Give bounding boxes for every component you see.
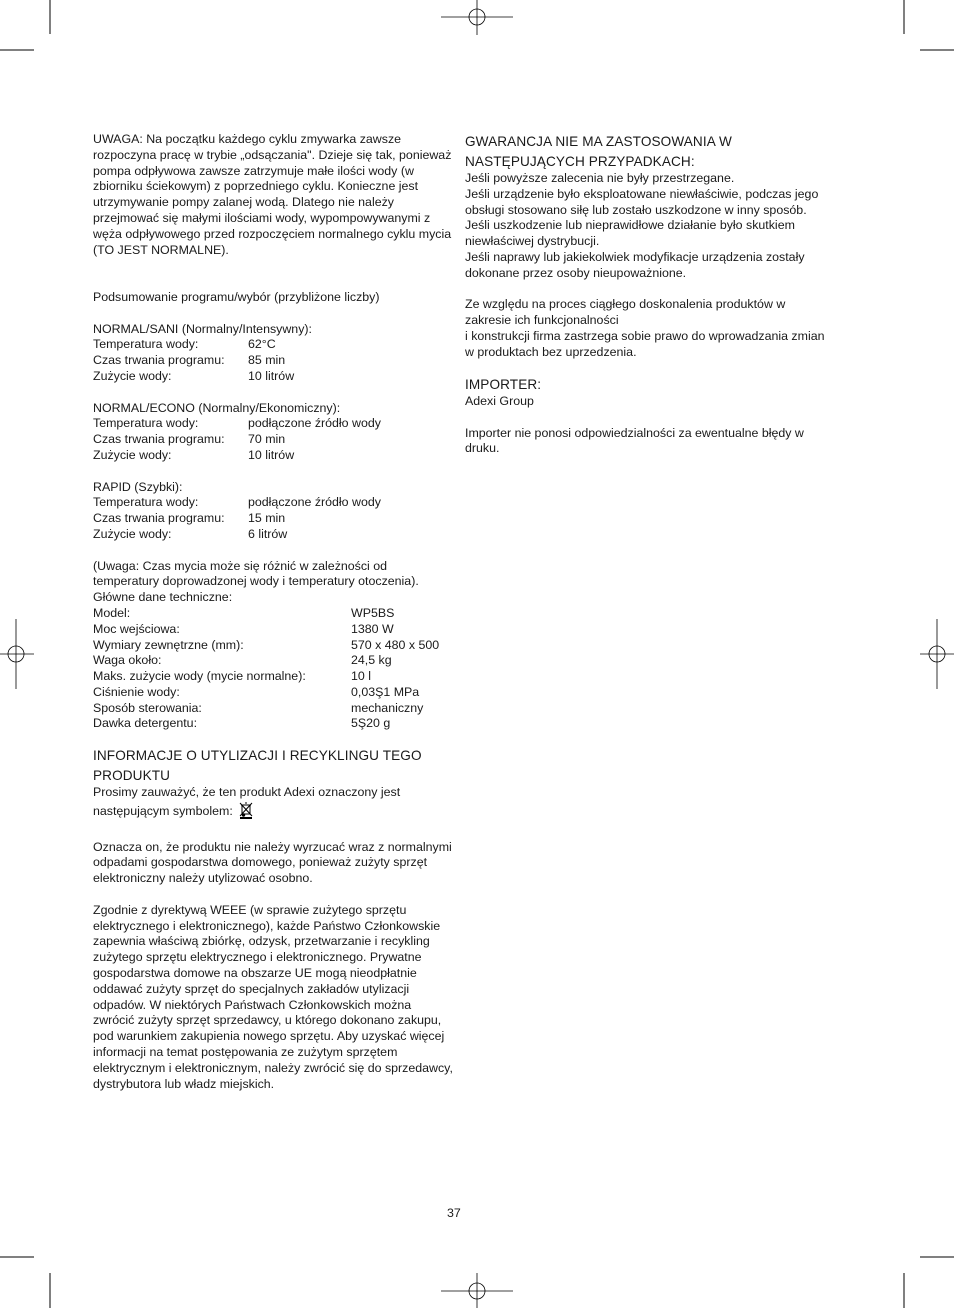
recycling-paragraph-1: Prosimy zauważyć, że ten produkt Adexi oznaczony jest następującym symbolem: xyxy=(93,785,453,824)
recycling-paragraph-3: Zgodnie z dyrektywą WEEE (w sprawie zużytego sprzętu elektrycznego i elektronicznego), każde Państwo Członkowskie zapewnia właściwą zbiórkę, odzysk, przetwarzanie i recykling zużytego sprzętu elektrycznego i elektronicznego. Prywatne gospodarstwa domowe na obszarze UE mogą nieodpłatnie oddawać zużyty sprzęt do specjalnych zakładów utylizacji odpadów. W niektórych Państwach Członkowskich można zwrócić zużyty sprzęt sprzedawcy, u którego dokonano zakupu, pod warunkiem zakupienia nowego sprzętu. Aby uzyskać więcej informacji na temat postępowania ze zużytym sprzętem elektrycznym i elektronicznym, należy zwrócić się do sprzedawcy, dystrybutora lub władz miejskich. xyxy=(93,902,453,1091)
improvement-paragraph-line-2: i konstrukcji firma zastrzega sobie prawo do wprowadzania zmian w produktach bez uprzedzenia. xyxy=(465,328,825,359)
tech-row: Ciśnienie wody: 0,03Ş1 MPa xyxy=(93,684,420,699)
warranty-item: Jeśli urządzenie było eksploatowane niewłaściwie, podczas jego obsługi stosowano siłę lub zostało uszkodzone w inny sposób. xyxy=(465,186,819,217)
recycling-paragraph-2: Oznacza on, że produktu nie należy wyrzucać wraz z normalnymi odpadami gospodarstwa domowego, ponieważ zużyty sprzęt elektroniczny należy utylizować osobno. xyxy=(93,839,452,886)
right-column xyxy=(465,132,830,457)
program-name: NORMAL/ECONO (Normalny/Ekonomiczny): xyxy=(93,400,341,415)
program-summary-title: Podsumowanie programu/wybór (przybliżone liczby) xyxy=(93,289,380,304)
program-row: Zużycie wody: 10 litrów xyxy=(93,447,295,462)
tech-row: Model: WP5BS xyxy=(93,605,395,620)
recycling-heading: INFORMACJE O UTYLIZACJI I RECYKLINGU TEGO PRODUKTU xyxy=(93,748,422,783)
program-row: Czas trwania programu: 85 min xyxy=(93,353,286,368)
importer-disclaimer: Importer nie ponosi odpowiedzialności za ewentualne błędy w druku. xyxy=(465,425,804,456)
program-normal-econo xyxy=(93,401,453,464)
tech-row: Wymiary zewnętrzne (mm): 570 x 480 x 500 xyxy=(93,637,440,652)
program-rapid xyxy=(93,480,453,543)
program-name: RAPID (Szybki): xyxy=(93,479,183,494)
page-number: 37 xyxy=(447,1206,461,1220)
registration-mark-left xyxy=(0,619,34,689)
registration-mark-right xyxy=(920,619,954,689)
program-row: Zużycie wody: 6 litrów xyxy=(93,526,288,541)
warranty-item: Jeśli powyższe zalecenia nie były przestrzegane. xyxy=(465,171,735,185)
program-row: Temperatura wody: 62°C xyxy=(93,337,276,352)
program-row: Czas trwania programu: 70 min xyxy=(93,432,286,447)
tech-data-title: Główne dane techniczne: xyxy=(93,590,233,605)
warranty-item: Jeśli uszkodzenie lub nieprawidłowe działanie było skutkiem niewłaściwej dystrybucji. xyxy=(465,218,795,249)
uwaga-paragraph: UWAGA: Na początku każdego cyklu zmywarka zawsze rozpoczyna pracę w trybie „odsączania". Dzieje się tak, ponieważ pompa odpływowa zawsze zatrzymuje małe ilości wody (w zbiorniku ściekowym) z poprzedniego cyklu. Konieczne jest utrzymywanie pompy zalanej wodą. Dlatego nie należy przejmować się małymi ilościami wody, wypompowywanymi z węża odpływowego przed rozpoczęciem normalnego cyklu mycia (TO JEST NORMALNE). xyxy=(93,132,452,257)
tech-row: Moc wejściowa: 1380 W xyxy=(93,621,394,636)
program-name: NORMAL/SANI (Normalny/Intensywny): xyxy=(93,321,312,336)
warranty-heading: GWARANCJA NIE MA ZASTOSOWANIA W NASTĘPUJĄCYCH PRZYPADKACH: xyxy=(465,134,732,169)
washing-time-note: (Uwaga: Czas mycia może się różnić w zależności od temperatury doprowadzonej wody i temperatury otoczenia). xyxy=(93,558,419,589)
program-row: Zużycie wody: 10 litrów xyxy=(93,368,295,383)
crossed-out-wheelie-bin-icon xyxy=(239,801,253,824)
importer-name: Adexi Group xyxy=(465,394,534,409)
program-row: Temperatura wody: podłączone źródło wody xyxy=(93,416,381,431)
registration-mark-top xyxy=(441,0,513,35)
program-normal-sani xyxy=(93,322,453,385)
registration-mark-bottom xyxy=(441,1273,513,1308)
tech-row: Waga około: 24,5 kg xyxy=(93,653,392,668)
tech-row: Dawka detergentu: 5Ş20 g xyxy=(93,716,391,731)
importer-heading: IMPORTER: xyxy=(465,376,542,392)
program-row: Czas trwania programu: 15 min xyxy=(93,511,286,526)
improvement-paragraph-line-1: Ze względu na proces ciągłego doskonalenia produktów w zakresie ich funkcjonalności xyxy=(465,297,786,328)
left-column xyxy=(93,132,453,1092)
tech-row: Sposób sterowania: mechaniczny xyxy=(93,700,424,715)
warranty-item: Jeśli naprawy lub jakiekolwiek modyfikacje urządzenia zostały dokonane przez osoby nieupoważnione. xyxy=(465,249,805,280)
program-row: Temperatura wody: podłączone źródło wody xyxy=(93,495,381,510)
warranty-list xyxy=(465,171,830,282)
tech-row: Maks. zużycie wody (mycie normalne): 10 l xyxy=(93,669,371,684)
tech-data-table xyxy=(93,606,453,732)
